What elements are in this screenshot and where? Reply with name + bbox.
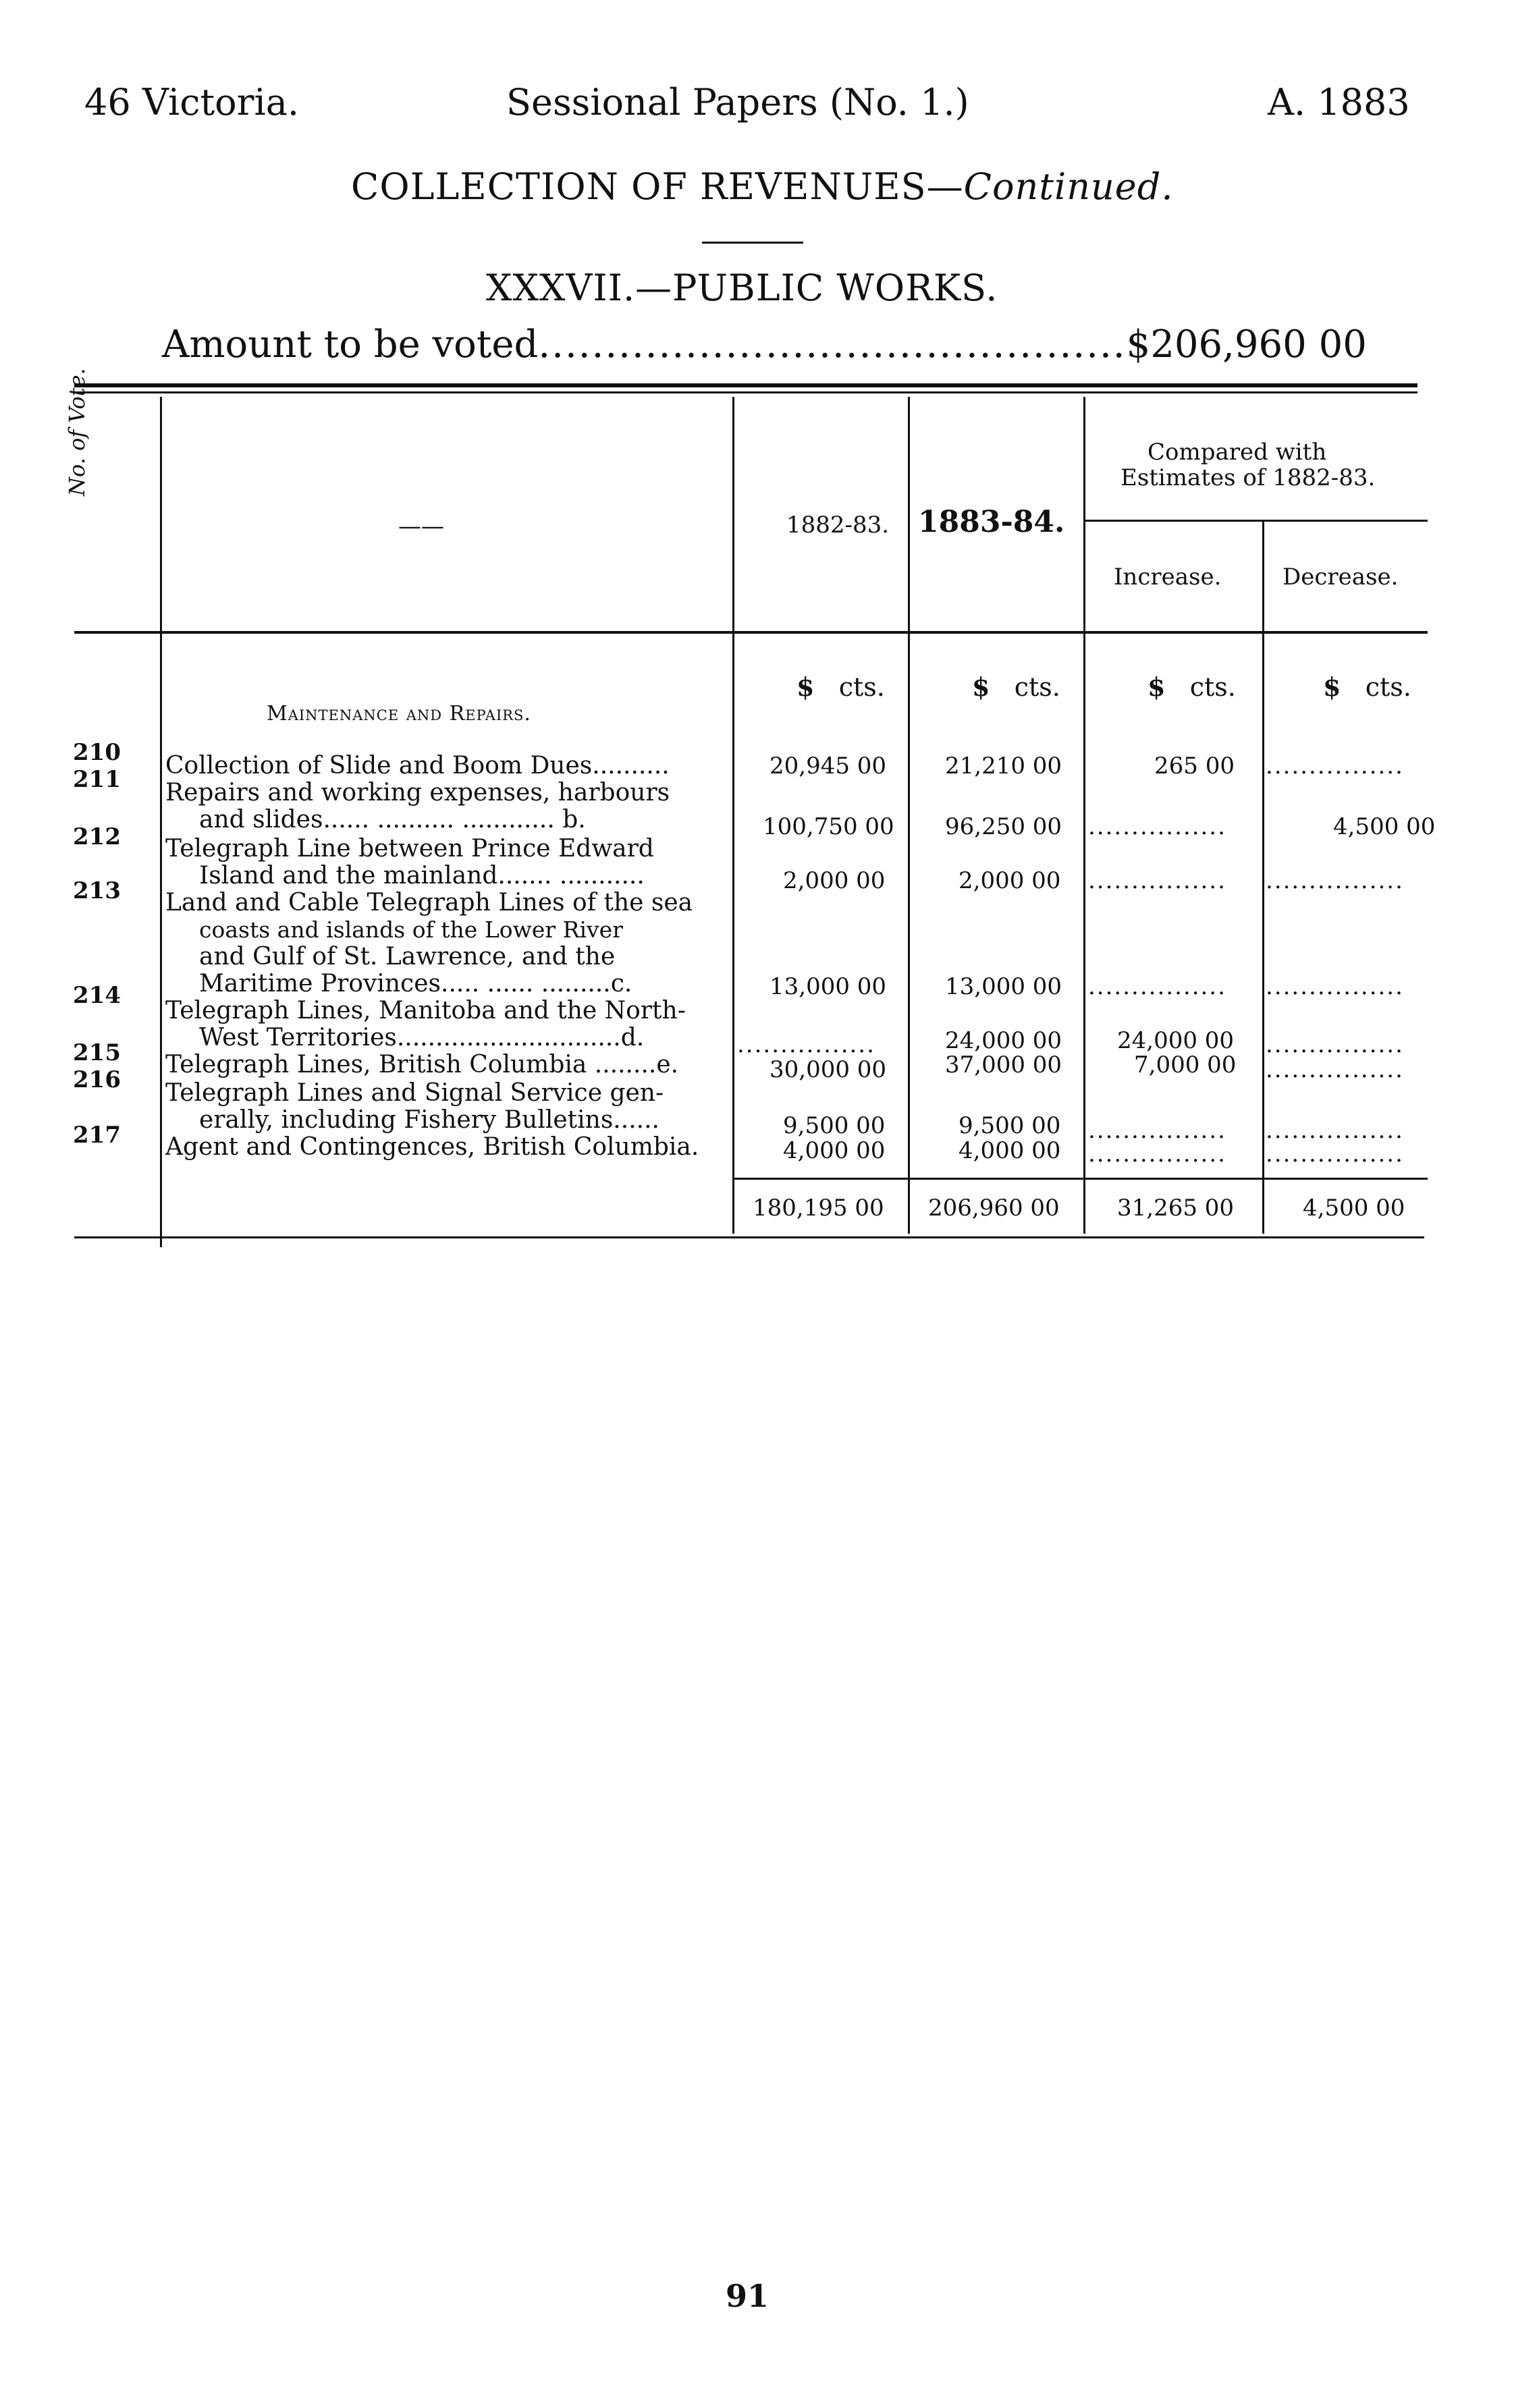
row-description-line: Land and Cable Telegraph Lines of the sea (165, 889, 693, 916)
increase-header: Increase. (1114, 564, 1222, 591)
cell-1883: 96,250 00 (945, 813, 1062, 840)
cell-1883: 37,000 00 (945, 1051, 1062, 1078)
vote-number: 210 (73, 739, 121, 766)
unit-increase: $ cts. (1148, 672, 1236, 702)
cell-1882: 9,500 00 (783, 1112, 886, 1139)
cell-increase: 265 00 (1154, 752, 1235, 779)
cell-1882: ................ (737, 1031, 875, 1058)
section-title (351, 165, 1173, 208)
vote-number: 216 (73, 1066, 121, 1093)
amount-label: Amount to be voted............................................$206,960 00 (162, 323, 1367, 366)
col-line-1883 (1083, 397, 1085, 1234)
cell-1882: 30,000 00 (770, 1056, 887, 1083)
cell-1882: 100,750 00 (763, 813, 894, 840)
vote-number: 211 (73, 766, 121, 793)
table-bottom-rule (74, 1236, 1424, 1238)
row-description-line: and slides...... .......... ............ b. (199, 806, 586, 833)
vote-number: 213 (73, 877, 121, 904)
cell-decrease: ................ (1266, 1056, 1404, 1083)
cell-1883: 9,500 00 (959, 1112, 1061, 1139)
row-description-line: coasts and islands of the Lower River (199, 916, 623, 943)
unit-1882: $ cts. (796, 672, 885, 702)
table-top-rule-2 (74, 391, 1418, 393)
compared-rule (1083, 520, 1428, 522)
vote-number-header: No. of Vote. (64, 368, 90, 496)
cell-increase: ................ (1088, 1117, 1226, 1144)
section-title-italic: Continued. (963, 165, 1174, 208)
row-description-line: Telegraph Lines, British Columbia ........e. (165, 1051, 679, 1078)
row-description-line: Telegraph Lines and Signal Service gen- (165, 1079, 664, 1107)
row-description-line: Telegraph Lines, Manitoba and the North- (165, 997, 686, 1024)
col-line-desc (732, 397, 734, 1234)
col-line-1882 (908, 397, 910, 1234)
cell-increase: 24,000 00 (1117, 1027, 1235, 1054)
cell-decrease: ................ (1266, 1117, 1404, 1144)
total-increase: 31,265 00 (1117, 1195, 1235, 1222)
row-description-line: Maritime Provinces..... ...... .........c. (199, 970, 632, 997)
cell-1882: 2,000 00 (783, 867, 886, 894)
cell-decrease: ................ (1266, 973, 1404, 1000)
row-description: Collection of Slide and Boom Dues.......... (165, 752, 670, 779)
compared-header-line2: Estimates of 1882-83. (1120, 464, 1376, 491)
vote-number: 212 (73, 823, 121, 850)
compared-header-line1: Compared with (1148, 439, 1327, 466)
cell-decrease: ................ (1266, 752, 1404, 779)
amount-label-text: Amount to be voted (162, 323, 539, 366)
unit-1883: $ cts. (972, 672, 1060, 702)
cell-1883: 4,000 00 (959, 1137, 1061, 1164)
description-header: —— (398, 513, 444, 540)
title-divider (702, 242, 803, 244)
totals-rule (732, 1178, 1428, 1180)
vote-number: 214 (73, 982, 121, 1009)
row-description-line: West Territories.............................d. (199, 1024, 645, 1051)
header-left: 46 Victoria. (84, 81, 300, 124)
col-line-vote (160, 397, 162, 1247)
cell-1882: 20,945 00 (770, 752, 887, 779)
cell-1882: 4,000 00 (783, 1137, 886, 1164)
cell-increase: ................ (1088, 1141, 1226, 1168)
cell-increase: ................ (1088, 973, 1226, 1000)
header-right: A. 1883 (1268, 81, 1410, 124)
col-line-inc (1262, 520, 1264, 1234)
cell-decrease: ................ (1266, 1031, 1404, 1058)
header-1883-84: 1883-84. (918, 505, 1065, 539)
cell-1883: 21,210 00 (945, 752, 1062, 779)
cell-increase: 7,000 00 (1134, 1051, 1237, 1078)
subsection-title: XXXVII.—PUBLIC WORKS. (486, 267, 998, 309)
total-decrease: 4,500 00 (1303, 1195, 1405, 1222)
page-number: 91 (726, 2278, 770, 2314)
row-description-line: and Gulf of St. Lawrence, and the (199, 943, 616, 970)
cell-increase: ................ (1088, 813, 1226, 840)
cell-1883: 2,000 00 (959, 867, 1061, 894)
header-center: Sessional Papers (No. 1.) (506, 81, 969, 124)
section-title-main: COLLECTION OF REVENUES— (351, 165, 964, 208)
decrease-header: Decrease. (1282, 564, 1399, 591)
total-1883: 206,960 00 (928, 1195, 1060, 1222)
cell-1883: 24,000 00 (945, 1027, 1062, 1054)
header-bottom-rule (74, 631, 1428, 634)
row-description-line: Island and the mainland....... ........... (199, 862, 645, 890)
cell-increase: ................ (1088, 867, 1226, 894)
row-description-line: erally, including Fishery Bulletins...... (199, 1106, 659, 1134)
cell-decrease: 4,500 00 (1333, 813, 1436, 840)
vote-number: 215 (73, 1039, 121, 1066)
cell-decrease: ................ (1266, 1141, 1404, 1168)
category-label: Maintenance and Repairs. (267, 702, 531, 726)
row-description-line: Repairs and working expenses, harbours (165, 779, 670, 806)
row-description-line: Agent and Contingences, British Columbia. (165, 1133, 699, 1161)
cell-decrease: ................ (1266, 867, 1404, 894)
total-1882: 180,195 00 (753, 1195, 884, 1222)
unit-decrease: $ cts. (1323, 672, 1411, 702)
amount-value: $206,960 00 (1126, 323, 1367, 366)
cell-1882: 13,000 00 (770, 973, 887, 1000)
vote-number: 217 (73, 1122, 121, 1149)
table-top-rule (74, 383, 1418, 387)
cell-1883: 13,000 00 (945, 973, 1062, 1000)
row-description-line: Telegraph Line between Prince Edward (165, 835, 654, 863)
header-1882-83: 1882-83. (786, 512, 890, 539)
